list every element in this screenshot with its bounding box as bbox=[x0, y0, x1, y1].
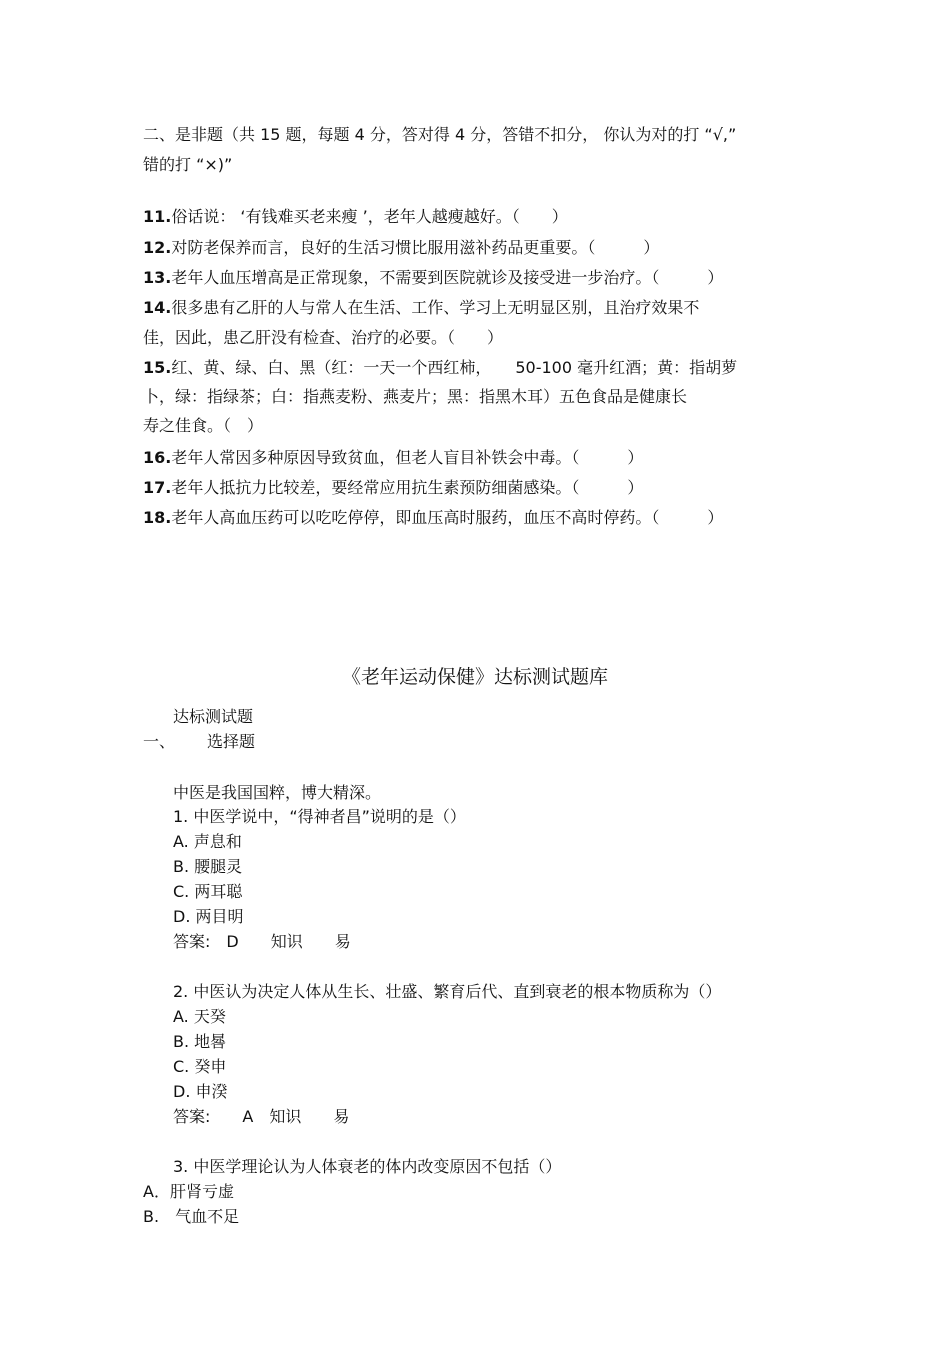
option-b: B. 地晷 bbox=[173, 1032, 227, 1051]
question-text: 老年人血压增高是正常现象，不需要到医院就诊及接受进一步治疗。（ ） bbox=[171, 268, 724, 287]
section-one-number: 一、 bbox=[143, 732, 176, 751]
option-a: A. 声息和 bbox=[173, 832, 242, 851]
question-14-continued: 佳，因此，患乙肝没有检查、治疗的必要。（ ） bbox=[143, 328, 504, 347]
option-c: C. 两耳聪 bbox=[173, 882, 243, 901]
question-number: 13. bbox=[143, 268, 172, 287]
question-15-continued: 卜，绿：指绿茶；白：指燕麦粉、燕麦片；黑：指黑木耳）五色食品是健康长 bbox=[143, 387, 688, 406]
answer-line: 答案: A 知识 易 bbox=[173, 1107, 350, 1126]
answer-line: 答案: D 知识 易 bbox=[173, 932, 351, 951]
question-stem: 1. 中医学说中，“得神者昌”说明的是（） bbox=[173, 807, 466, 826]
question-number: 12. bbox=[143, 238, 172, 257]
option-b: B. 腰腿灵 bbox=[173, 857, 243, 876]
question-number: 14. bbox=[143, 298, 172, 317]
question-text: 红、黄、绿、白、黑（红：一天一个西红柿， 50-100 毫升红酒；黄：指胡萝 bbox=[171, 358, 738, 377]
option-d: D. 两目明 bbox=[173, 907, 244, 926]
question-text: 老年人高血压药可以吃吃停停，即血压高时服药，血压不高时停药。（ ） bbox=[171, 508, 724, 527]
question-text: 对防老保养而言，良好的生活习惯比服用滋补药品更重要。（ ） bbox=[171, 238, 660, 257]
question-number: 16. bbox=[143, 448, 172, 467]
question-11 bbox=[143, 207, 568, 227]
question-14 bbox=[143, 298, 699, 318]
subtitle: 达标测试题 bbox=[173, 707, 254, 726]
question-number: 17. bbox=[143, 478, 172, 497]
option-c: C. 癸申 bbox=[173, 1057, 227, 1076]
intro-text: 中医是我国国粹，博大精深。 bbox=[173, 783, 382, 802]
question-stem: 3. 中医学理论认为人体衰老的体内改变原因不包括（） bbox=[173, 1157, 562, 1176]
section-heading-continued: 错的打 “×)” bbox=[143, 155, 233, 174]
question-15-continued: 寿之佳食。（ ） bbox=[143, 416, 264, 435]
section-heading: 二、是非题（共 15 题，每题 4 分，答对得 4 分，答错不扣分， 你认为对的打 “√,” bbox=[143, 125, 737, 144]
question-15 bbox=[143, 358, 737, 378]
question-text: 很多患有乙肝的人与常人在生活、工作、学习上无明显区别，且治疗效果不 bbox=[171, 298, 700, 317]
option-a: A．肝肾亏虚 bbox=[143, 1182, 234, 1201]
question-number: 18. bbox=[143, 508, 172, 527]
question-number: 11. bbox=[143, 207, 172, 226]
question-text: 老年人抵抗力比较差，要经常应用抗生素预防细菌感染。（ ） bbox=[171, 478, 644, 497]
question-12 bbox=[143, 238, 659, 258]
option-d: D. 申湀 bbox=[173, 1082, 228, 1101]
question-number: 15. bbox=[143, 358, 172, 377]
question-stem: 2. 中医认为决定人体从生长、壮盛、繁育后代、直到衰老的根本物质称为（） bbox=[173, 982, 722, 1001]
question-17 bbox=[143, 478, 643, 498]
page-title: 《老年运动保健》达标测试题库 bbox=[341, 666, 608, 688]
question-text: 俗话说： ‘有钱难买老来瘦 ’，老年人越瘦越好。（ ） bbox=[171, 207, 568, 226]
question-16 bbox=[143, 448, 643, 468]
section-one-label: 选择题 bbox=[207, 732, 256, 751]
question-18 bbox=[143, 508, 723, 528]
option-a: A. 天癸 bbox=[173, 1007, 226, 1026]
question-13 bbox=[143, 268, 723, 288]
question-text: 老年人常因多种原因导致贫血，但老人盲目补铁会中毒。（ ） bbox=[171, 448, 644, 467]
option-b: B. 气血不足 bbox=[143, 1207, 240, 1226]
